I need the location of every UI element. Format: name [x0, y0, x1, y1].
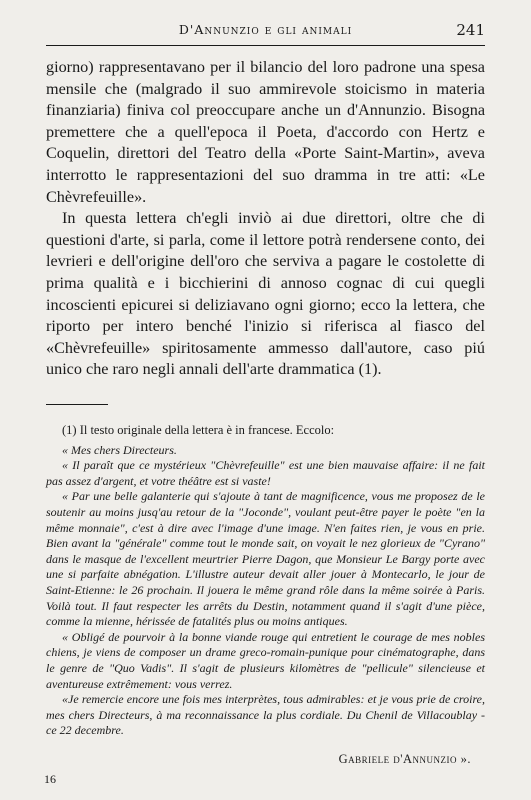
- letter-paragraph: « Obligé de pourvoir à la bonne viande rouge qui entretient le courage de mes nobles chiens, je viens de composer un drame greco-romain-punique pour cinématographe, dans le genre de "Quo Vadis". Il s'agit de plusieurs kilomètres de "pellicule" silencieuse et aventureuse extrêmement: vous verrez.: [46, 629, 485, 691]
- body-paragraph: giorno) rappresentavano per il bilancio del loro padrone una spesa mensile che (malgrado il suo ammirevole stoicismo in materia finanziaria) finiva col preoccupare anche un d'Annunzio. Bisogna premettere che a quell'epoca il Poeta, d'accordo con Hertz e Coquelin, direttori del Teatro della «Porte Saint-Martin», aveva interrotto le rappresentazioni del suo dramma in tre atti: «Le Chèvrefeuille».: [46, 58, 485, 206]
- page-number: 241: [456, 21, 485, 39]
- letter-paragraph: « Par une belle galanterie qui s'ajoute à tant de magnificence, vous me proposez de le soutenir au moins jusq'au retour de la "Joconde", voulant peut-être payer le poète "en la même monnaie", c'est à dire avec l'image d'une image. N'en faites rien, je vous en prie. Bien avant la "générale" comme tout le monde sait, on voyait le nez glorieux de "Cyrano" dans le masque de l'excellent meurtrier Pierre Dagon, que Monsieur Le Bargy porte avec une si parfaite abnégation. L'illustre auteur devait aller jouer à Montecarlo, le jour de Saint-Etienne: le 26 prochain. Il jouera le même grand rôle dans la même soirée à Paris. Voilà tout. Il faut respecter les arrêts du Destin, notamment quand il s'agit d'une pièce, comme la mienne, hérissée de fatalités plus ou moins antiques.: [46, 489, 485, 629]
- letter-paragraph: « Mes chers Directeurs.: [62, 442, 177, 457]
- footnote-intro: (1) Il testo originale della lettera è in francese. Eccolo:: [62, 423, 335, 437]
- letter-signature: Gabriele d'Annunzio ».: [338, 752, 471, 766]
- letter-paragraph: «Je remercie encore une fois mes interprètes, tous admirables: et je vous prie de croire, mes chers Directeurs, à ma reconnaissance la plus cordiale. Du Chenil de Villacoublay - ce 22 decembre.: [46, 692, 485, 738]
- page-header: [46, 22, 485, 46]
- header-rule: [46, 45, 485, 46]
- running-title: D'Annunzio e gli animali: [178, 22, 353, 37]
- footnote: [46, 423, 485, 739]
- main-text: [46, 57, 485, 381]
- footnote-rule: [46, 404, 108, 405]
- body-paragraph: In questa lettera ch'egli inviò ai due direttori, oltre che di questioni d'arte, si parla, come il lettore potrà rendersene conto, dei levrieri e dell'origine dell'oro che serviva a pagare le costolette di prima qualità e i bicchierini di annoso cognac di cui quegli incoscienti epicurei si deliziavano ogni giorno; ecco la lettera, che riporto per intero benché l'inizio si riferisca al fiasco del «Chèvrefeuille» spiritosamente ammesso dall'autore, caso piú unico che raro negli annali dell'arte drammatica (1).: [46, 209, 485, 379]
- letter-paragraph: « Il paraît que ce mystérieux "Chèvrefeuille" est une bien mauvaise affaire: il ne fait pas assez d'argent, et votre théâtre est si vaste!: [46, 458, 485, 488]
- sheet-signature: 16: [44, 772, 56, 786]
